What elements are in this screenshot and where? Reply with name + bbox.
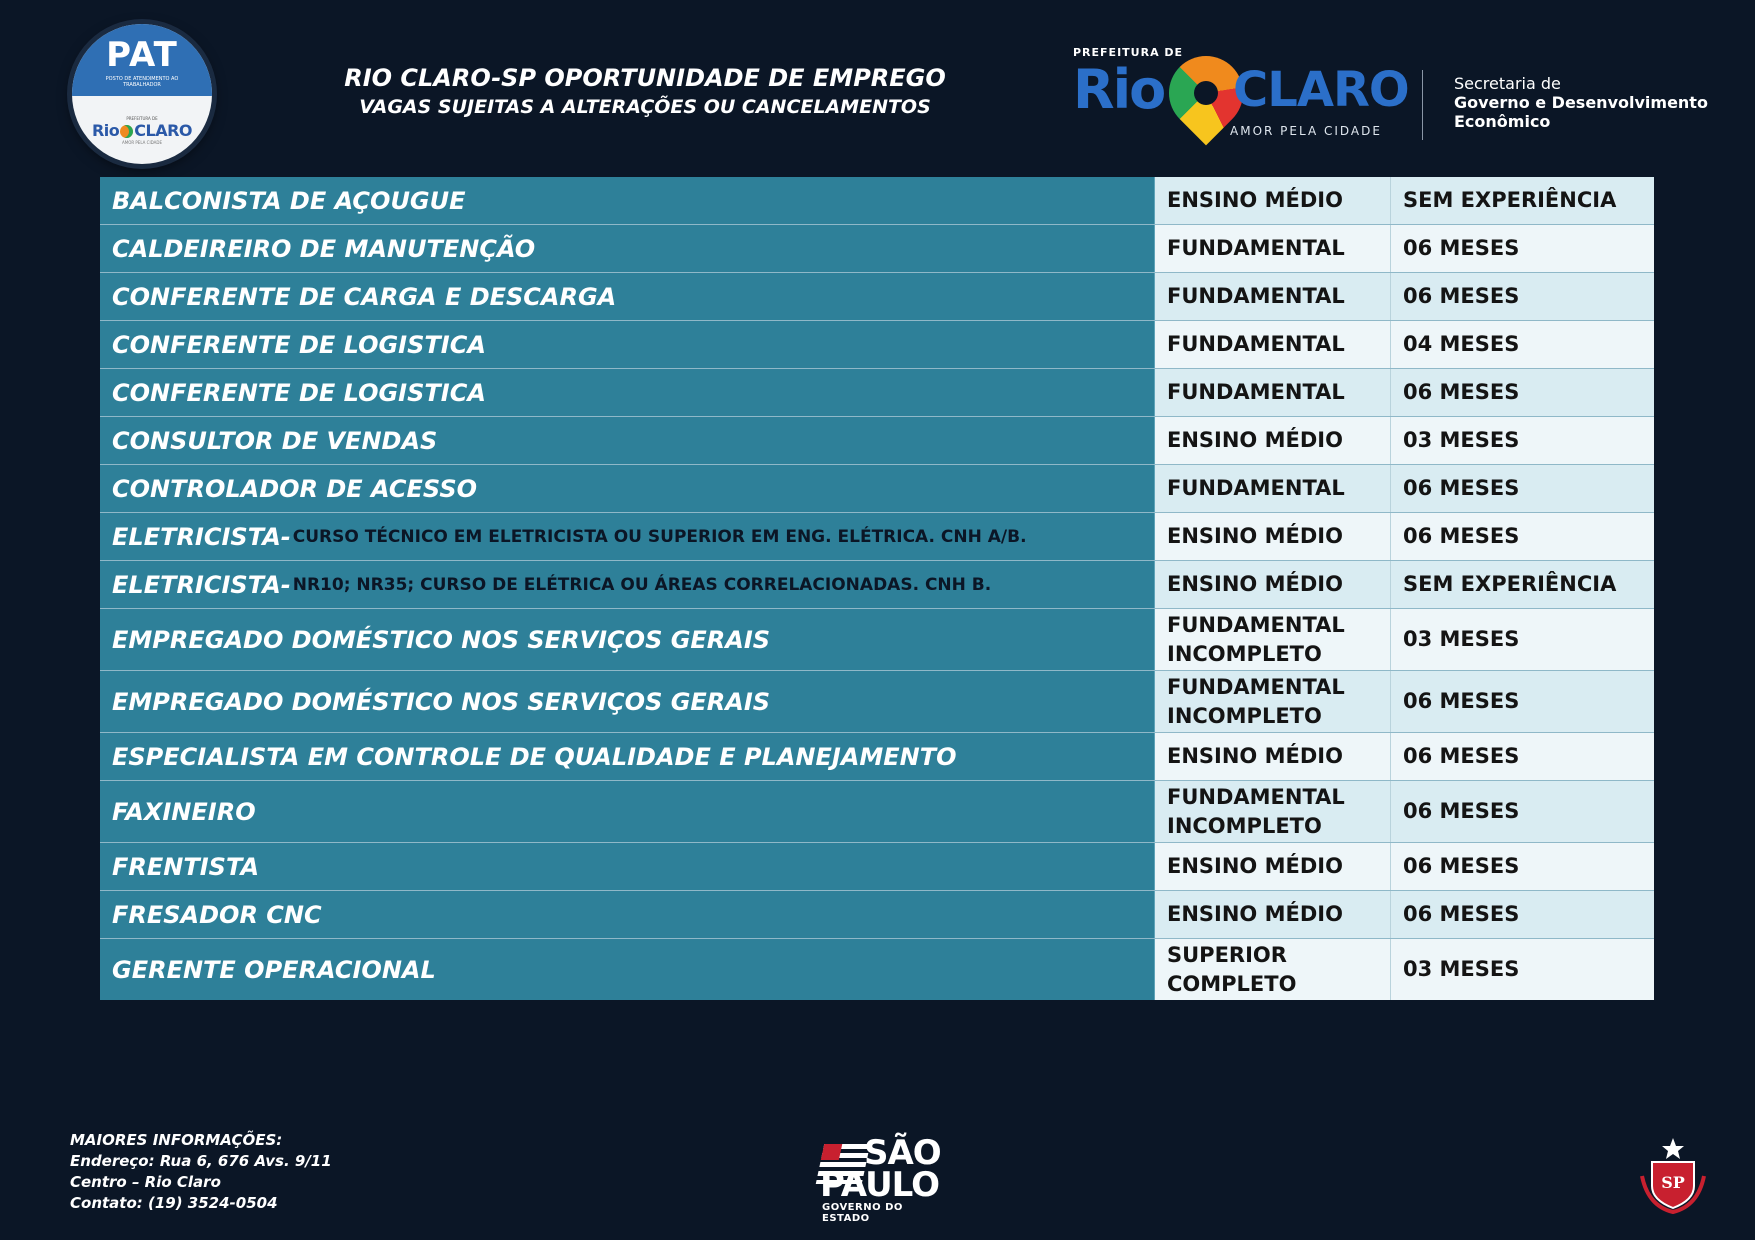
job-title-text: EMPREGADO DOMÉSTICO NOS SERVIÇOS GERAIS	[112, 687, 771, 716]
job-title	[100, 177, 1155, 224]
footer-district: Centro – Rio Claro	[70, 1173, 221, 1191]
job-note: CURSO TÉCNICO EM ELETRICISTA OU SUPERIOR EM ENG. ELÉTRICA. CNH A/B.	[292, 526, 1027, 547]
job-title	[100, 891, 1155, 938]
job-experience: SEM EXPERIÊNCIA	[1391, 177, 1654, 224]
table-row	[100, 842, 1654, 890]
rio-claro-rio: Rio	[1073, 58, 1165, 121]
sp-logo-line3: GOVERNO DO ESTADO	[822, 1202, 903, 1224]
job-experience: 06 MESES	[1391, 465, 1654, 512]
job-education: ENSINO MÉDIO	[1155, 513, 1391, 560]
pat-logo-city-left: Rio	[91, 121, 120, 140]
table-row	[100, 608, 1654, 670]
table-row	[100, 320, 1654, 368]
job-experience: 03 MESES	[1391, 939, 1654, 1000]
pat-logo-bottom	[72, 98, 212, 145]
job-education: ENSINO MÉDIO	[1155, 843, 1391, 890]
job-experience: 06 MESES	[1391, 843, 1654, 890]
job-experience: 06 MESES	[1391, 225, 1654, 272]
coat-of-arms-icon	[1638, 1136, 1708, 1214]
rio-claro-prefeitura: PREFEITURA DE	[1073, 46, 1184, 59]
table-row	[100, 224, 1654, 272]
rio-claro-tagline: AMOR PELA CIDADE	[1230, 124, 1382, 138]
brasao-star	[1662, 1138, 1684, 1159]
job-education: FUNDAMENTAL	[1155, 465, 1391, 512]
table-row	[100, 938, 1654, 1000]
job-education: FUNDAMENTAL INCOMPLETO	[1155, 671, 1391, 732]
job-title	[100, 225, 1155, 272]
job-title	[100, 781, 1155, 842]
job-experience: 03 MESES	[1391, 417, 1654, 464]
sp-logo-line2: PAULO	[820, 1165, 940, 1205]
footer-heading: MAIORES INFORMAÇÕES:	[70, 1131, 283, 1149]
job-title-text: ESPECIALISTA EM CONTROLE DE QUALIDADE E PLANEJAMENTO	[112, 742, 957, 771]
job-education: ENSINO MÉDIO	[1155, 891, 1391, 938]
job-title-text: CONFERENTE DE LOGISTICA	[112, 378, 486, 407]
footer-address: Endereço: Rua 6, 676 Avs. 9/11	[70, 1152, 332, 1170]
job-experience: 06 MESES	[1391, 781, 1654, 842]
pat-logo-tagline: AMOR PELA CIDADE	[122, 140, 162, 145]
job-title-text: FAXINEIRO	[112, 797, 256, 826]
job-title	[100, 417, 1155, 464]
secretaria-line2: Governo e Desenvolvimento	[1454, 93, 1708, 112]
page-title-main: RIO CLARO-SP OPORTUNIDADE DE EMPREGO	[344, 64, 946, 92]
logo-divider	[1422, 70, 1423, 140]
job-experience: 06 MESES	[1391, 513, 1654, 560]
job-title-text: ELETRICISTA-	[112, 570, 291, 599]
job-title	[100, 939, 1155, 1000]
job-title-text: BALCONISTA DE AÇOUGUE	[112, 186, 466, 215]
job-title-text: EMPREGADO DOMÉSTICO NOS SERVIÇOS GERAIS	[112, 625, 771, 654]
table-row	[100, 416, 1654, 464]
job-education: ENSINO MÉDIO	[1155, 177, 1391, 224]
footer-info	[70, 1130, 332, 1214]
job-education: FUNDAMENTAL	[1155, 369, 1391, 416]
job-title-text: CALDEIREIRO DE MANUTENÇÃO	[112, 234, 536, 263]
job-education: FUNDAMENTAL	[1155, 321, 1391, 368]
pat-logo-name: PAT	[106, 35, 178, 75]
pat-logo-city	[92, 121, 192, 140]
job-title	[100, 561, 1155, 608]
job-title	[100, 671, 1155, 732]
table-row	[100, 780, 1654, 842]
table-row	[100, 560, 1654, 608]
table-row	[100, 890, 1654, 938]
pat-logo-top	[72, 24, 212, 96]
secretaria-label	[1454, 74, 1708, 131]
job-title	[100, 609, 1155, 670]
job-education: SUPERIOR COMPLETO	[1155, 939, 1391, 1000]
footer-contact: Contato: (19) 3524-0504	[70, 1194, 278, 1212]
job-title	[100, 843, 1155, 890]
pin-icon	[120, 125, 133, 138]
job-title-text: CONFERENTE DE CARGA E DESCARGA	[112, 282, 617, 311]
job-title	[100, 733, 1155, 780]
job-experience: 06 MESES	[1391, 671, 1654, 732]
job-experience: 06 MESES	[1391, 891, 1654, 938]
pat-logo-city-right: CLARO	[134, 121, 193, 140]
job-experience: SEM EXPERIÊNCIA	[1391, 561, 1654, 608]
job-education: FUNDAMENTAL	[1155, 225, 1391, 272]
pat-logo-subtitle: POSTO DE ATENDIMENTO AO TRABALHADOR	[105, 76, 179, 88]
secretaria-line1: Secretaria de	[1454, 74, 1561, 93]
job-education: ENSINO MÉDIO	[1155, 561, 1391, 608]
job-education: FUNDAMENTAL	[1155, 273, 1391, 320]
table-row	[100, 177, 1654, 224]
job-title-text: CONTROLADOR DE ACESSO	[112, 474, 478, 503]
job-title	[100, 321, 1155, 368]
job-education: FUNDAMENTAL INCOMPLETO	[1155, 609, 1391, 670]
job-education: ENSINO MÉDIO	[1155, 417, 1391, 464]
job-experience: 04 MESES	[1391, 321, 1654, 368]
job-education: ENSINO MÉDIO	[1155, 733, 1391, 780]
job-title-text: FRESADOR CNC	[112, 900, 322, 929]
job-title	[100, 513, 1155, 560]
rio-claro-claro: CLARO	[1233, 62, 1409, 118]
table-row	[100, 272, 1654, 320]
job-title	[100, 369, 1155, 416]
job-experience: 06 MESES	[1391, 273, 1654, 320]
job-title-text: GERENTE OPERACIONAL	[112, 955, 436, 984]
sp-logo-line1: SÃO	[864, 1133, 941, 1173]
job-title-text: ELETRICISTA-	[112, 522, 291, 551]
pat-logo-prefeitura: PREFEITURA DE	[126, 116, 158, 121]
secretaria-line3: Econômico	[1454, 112, 1551, 131]
job-title-text: FRENTISTA	[112, 852, 260, 881]
job-experience: 03 MESES	[1391, 609, 1654, 670]
table-row	[100, 670, 1654, 732]
job-title-text: CONSULTOR DE VENDAS	[112, 426, 438, 455]
pat-logo	[72, 24, 212, 164]
job-experience: 06 MESES	[1391, 733, 1654, 780]
job-title	[100, 273, 1155, 320]
page-title-subtitle: VAGAS SUJEITAS A ALTERAÇÕES OU CANCELAMENTOS	[359, 96, 931, 118]
job-note: NR10; NR35; CURSO DE ELÉTRICA OU ÁREAS CORRELACIONADAS. CNH B.	[292, 574, 992, 595]
table-row	[100, 512, 1654, 560]
brasao-text: SP	[1661, 1173, 1685, 1192]
sao-paulo-logo	[818, 1133, 948, 1224]
rio-claro-logo	[1073, 46, 1409, 142]
job-education: FUNDAMENTAL INCOMPLETO	[1155, 781, 1391, 842]
job-title	[100, 465, 1155, 512]
jobs-table	[100, 177, 1654, 1000]
page-title	[330, 62, 960, 120]
table-row	[100, 368, 1654, 416]
job-experience: 06 MESES	[1391, 369, 1654, 416]
table-row	[100, 464, 1654, 512]
table-row	[100, 732, 1654, 780]
job-title-text: CONFERENTE DE LOGISTICA	[112, 330, 486, 359]
